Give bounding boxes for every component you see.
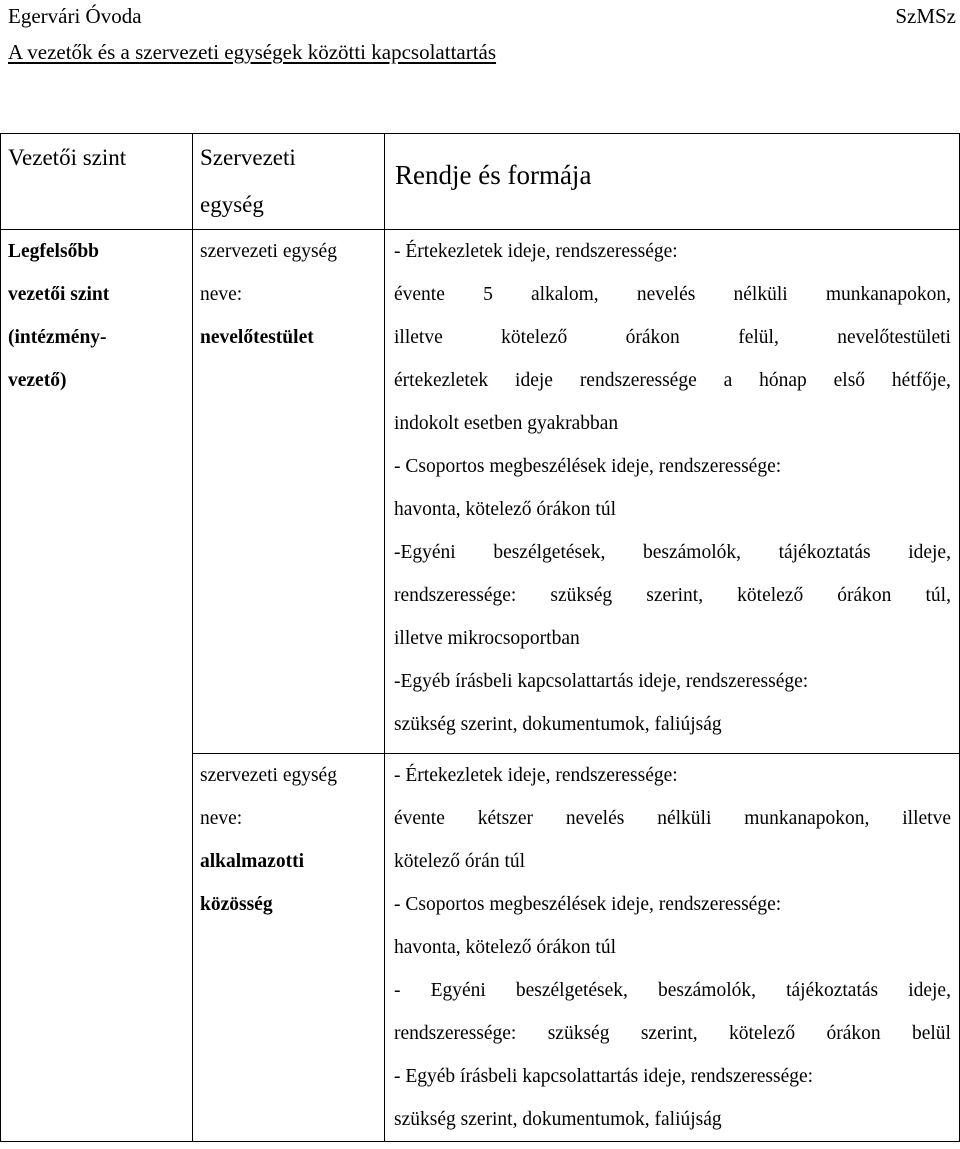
word: beszámolók,	[642, 542, 741, 563]
word: ideje,	[908, 542, 951, 563]
unit-name: nevelőtestület	[200, 327, 314, 348]
document-code: SzMSz	[895, 4, 956, 28]
word: kötelező	[729, 1023, 796, 1044]
order-line	[394, 531, 951, 574]
word: ideje,	[908, 980, 951, 1001]
word: szerint,	[640, 1023, 698, 1044]
order-line: - Egyéb írásbeli kapcsolattartás ideje, rendszeressége:	[394, 1066, 814, 1087]
order-line	[394, 574, 951, 617]
page-title: A vezetők és a szervezeti egységek közötti kapcsolattartás	[8, 40, 497, 64]
unit-label: szervezeti egység	[200, 765, 337, 786]
unit-label: neve:	[200, 808, 243, 829]
word: beszámolók,	[658, 980, 757, 1001]
word: nélküli	[733, 284, 788, 305]
word: szükség	[547, 1023, 610, 1044]
order-text	[385, 230, 959, 746]
order-line: - Értekezletek ideje, rendszeressége:	[394, 241, 678, 262]
word: belül	[911, 1023, 951, 1044]
word: munkanapokon,	[825, 284, 951, 305]
unit-label: szervezeti egység	[200, 241, 337, 262]
order-line	[394, 1012, 951, 1055]
level-line: Legfelsőbb	[8, 241, 100, 262]
order-text	[385, 754, 959, 1141]
word: hétfője,	[891, 370, 951, 391]
header-level	[1, 134, 193, 230]
word: órákon	[826, 1023, 881, 1044]
order-line: illetve mikrocsoportban	[394, 628, 580, 649]
order-line: havonta, kötelező órákon túl	[394, 499, 617, 520]
header-unit-line2: egység	[200, 192, 264, 217]
unit-name: alkalmazotti	[200, 851, 304, 872]
word: túl,	[925, 585, 951, 606]
unit-text	[193, 754, 384, 926]
word: ideje	[515, 370, 553, 391]
contact-table	[0, 133, 960, 1142]
word: nélküli	[657, 808, 712, 829]
page-header	[8, 4, 956, 32]
word: tájékoztatás	[778, 542, 871, 563]
level-line: vezető)	[8, 370, 67, 391]
header-level-label: Vezetői szint	[8, 145, 127, 170]
word: tájékoztatás	[786, 980, 879, 1001]
word: évente	[394, 284, 445, 305]
header-unit-line1: Szervezeti	[200, 145, 296, 170]
word: beszélgetések,	[493, 542, 606, 563]
word: rendszeressége:	[394, 1023, 517, 1044]
level-text	[1, 230, 192, 402]
header-order	[385, 134, 960, 230]
word: nevelőtestületi	[837, 327, 951, 348]
institution-name: Egervári Óvoda	[8, 4, 142, 28]
word: alkalom,	[530, 284, 599, 305]
word: beszélgetések,	[515, 980, 628, 1001]
header-unit	[193, 134, 385, 230]
word: kétszer	[477, 808, 533, 829]
order-line	[394, 316, 951, 359]
word: -Egyéni	[394, 542, 456, 563]
word: kötelező	[501, 327, 568, 348]
order-cell-0	[385, 230, 960, 754]
level-cell	[1, 230, 193, 1142]
word: kötelező	[737, 585, 804, 606]
order-line: - Csoportos megbeszélések ideje, rendszeressége:	[394, 456, 782, 477]
word: rendszeressége	[579, 370, 697, 391]
order-line: - Értekezletek ideje, rendszeressége:	[394, 765, 678, 786]
word: a	[723, 370, 733, 391]
word: munkanapokon,	[744, 808, 870, 829]
word: hónap	[759, 370, 807, 391]
word: első	[833, 370, 866, 391]
level-line: vezetői szint	[8, 284, 110, 305]
word: 5	[483, 284, 493, 305]
table-header-row	[1, 134, 960, 230]
unit-text	[193, 230, 384, 359]
order-line: indokolt esetben gyakrabban	[394, 413, 619, 434]
header-order-label: Rendje és formája	[395, 160, 592, 190]
level-line: (intézmény-	[8, 327, 107, 348]
word: értekezletek	[394, 370, 489, 391]
word: Egyéni	[430, 980, 486, 1001]
unit-cell-0	[193, 230, 385, 754]
order-line	[394, 969, 951, 1012]
word: nevelés	[565, 808, 625, 829]
word: illetve	[902, 808, 951, 829]
order-line: szükség szerint, dokumentumok, faliújság	[394, 1109, 722, 1130]
order-line	[394, 797, 951, 840]
order-line: kötelező órán túl	[394, 851, 526, 872]
word: szerint,	[646, 585, 704, 606]
word: szükség	[550, 585, 613, 606]
order-line: szükség szerint, dokumentumok, faliújság	[394, 714, 722, 735]
word: órákon	[625, 327, 680, 348]
unit-label: neve:	[200, 284, 243, 305]
table-row	[1, 230, 960, 754]
word: nevelés	[636, 284, 696, 305]
word: felül,	[738, 327, 779, 348]
word: illetve	[394, 327, 443, 348]
order-line: - Csoportos megbeszélések ideje, rendszeressége:	[394, 894, 782, 915]
order-cell-1	[385, 754, 960, 1142]
word: -	[394, 980, 401, 1001]
word: évente	[394, 808, 445, 829]
unit-cell-1	[193, 754, 385, 1142]
order-line: -Egyéb írásbeli kapcsolattartás ideje, rendszeressége:	[394, 671, 809, 692]
order-line: havonta, kötelező órákon túl	[394, 937, 617, 958]
order-line	[394, 273, 951, 316]
unit-name: közösség	[200, 894, 273, 915]
order-line	[394, 359, 951, 402]
word: rendszeressége:	[394, 585, 517, 606]
word: órákon	[837, 585, 892, 606]
